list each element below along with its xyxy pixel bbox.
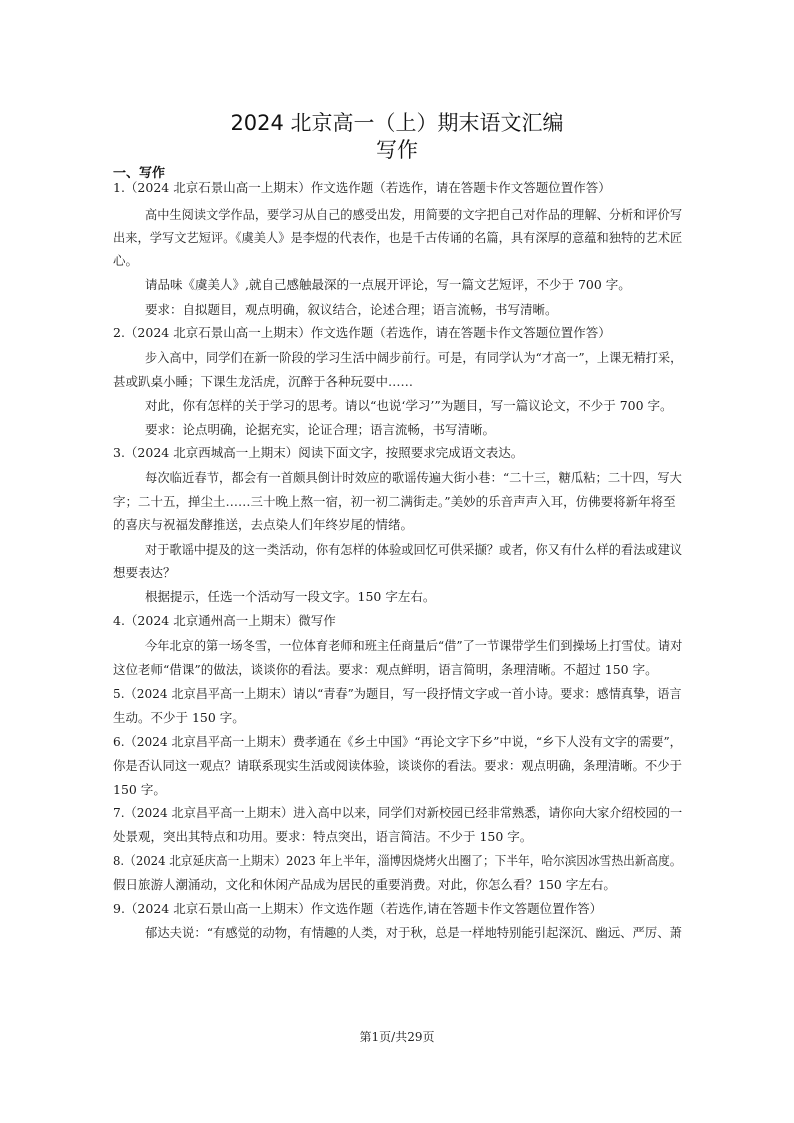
page-subtitle: 写作 [376, 138, 418, 162]
question-3-prompt-line-1: 对于歌谣中提及的这一类活动，你有怎样的体验或回忆可供采撷？或者，你又有什么样的看法或建议 [145, 542, 683, 557]
question-4-heading: 4.（2024 北京通州高一上期末）微写作 [113, 613, 336, 628]
question-3-material-line-2: 字；二十五，掸尘土……三十晚上熬一宿，初一初二满街走。”美妙的乐音声声入耳，仿佛要将新年将至 [113, 494, 676, 509]
page-number: 第1页/共29页 [359, 1030, 435, 1044]
question-8-line-1: 8.（2024 北京延庆高一上期末）2023 年上半年，淄博因烧烤火出圈了；下半年，哈尔滨因冰雪热出新高度。 [113, 853, 682, 868]
question-3-instruction: 根据提示，任选一个活动写一段文字。150 字左右。 [145, 589, 436, 604]
question-1-requirements: 要求：自拟题目，观点明确，叙议结合，论述合理；语言流畅，书写清晰。 [145, 302, 558, 317]
question-1-prompt: 请品味《虞美人》,就自己感触最深的一点展开评论，写一篇文艺短评，不少于 700 字。 [145, 277, 631, 292]
question-3-heading: 3.（2024 北京西城高一上期末）阅读下面文字，按照要求完成语文表达。 [113, 445, 524, 460]
question-7-line-1: 7.（2024 北京昌平高一上期末）进入高中以来，同学们对新校园已经非常熟悉，请你向大家介绍校园的一 [113, 805, 683, 820]
section-heading: 一、写作 [113, 166, 166, 181]
question-6-line-2: 你是否认同这一观点？请联系现实生活或阅读体验，谈谈你的看法。要求：观点明确，条理清晰。不少于 [113, 758, 683, 773]
question-9-heading: 9.（2024 北京石景山高一上期末）作文选作题（若选作,请在答题卡作文答题位置作答） [113, 901, 603, 916]
question-2-requirements: 要求：论点明确，论据充实，论证合理；语言流畅，书写清晰。 [145, 422, 496, 437]
question-4-line-2: 这位老师“借课”的做法，谈谈你的看法。要求：观点鲜明，语言简明，条理清晰。不超过 150 字。 [113, 662, 658, 677]
question-3-material-line-1: 每次临近春节，都会有一首颇具倒计时效应的歌谣传遍大街小巷：“二十三，糖瓜粘；二十四，写大 [145, 470, 682, 485]
question-1-material-line-3: 心。 [113, 253, 139, 268]
question-5-line-1: 5.（2024 北京昌平高一上期末）请以“青春”为题目，写一段抒情文字或一首小诗。要求：感情真挚，语言 [113, 686, 682, 701]
question-4-line-1: 今年北京的第一场冬雪，一位体育老师和班主任商量后“借”了一节课带学生们到操场上打雪仗。请对 [145, 638, 683, 653]
question-1-material-line-1: 高中生阅读文学作品，要学习从自己的感受出发，用简要的文字把自己对作品的理解、分析和评价写 [145, 207, 683, 222]
page-title: 2024 北京高一（上）期末语文汇编 [230, 111, 564, 135]
question-2-material-line-2: 甚或趴桌小睡；下课生龙活虎，沉醉于各种玩耍中…… [113, 374, 414, 389]
question-5-line-2: 生动。不少于 150 字。 [113, 710, 245, 725]
question-6-line-3: 150 字。 [113, 782, 166, 797]
question-2-heading: 2.（2024 北京石景山高一上期末）作文选作题（若选作，请在答题卡作文答题位置作答） [113, 325, 611, 340]
question-2-prompt: 对此，你有怎样的关于学习的思考。请以“也说‘学习’”为题目，写一篇议论文，不少于 700 字。 [145, 398, 673, 413]
question-1-heading: 1.（2024 北京石景山高一上期末）作文选作题（若选作，请在答题卡作文答题位置作答） [113, 180, 611, 195]
question-7-line-2: 处景观，突出其特点和功用。要求：特点突出，语言简洁。不少于 150 字。 [113, 829, 533, 844]
question-3-prompt-line-2: 想要表达？ [113, 565, 176, 580]
question-2-material-line-1: 步入高中，同学们在新一阶段的学习生活中阔步前行。可是，有同学认为“才高一”，上课无精打采， [145, 350, 683, 365]
question-3-material-line-3: 的喜庆与祝福发酵推送，去点染人们年终岁尾的情绪。 [113, 517, 414, 532]
question-1-material-line-2: 出来，学写文艺短评。《虞美人》是李煜的代表作，也是千古传诵的名篇，具有深厚的意蕴和独特的艺术匠 [113, 230, 683, 245]
question-6-line-1: 6.（2024 北京昌平高一上期末）费孝通在《乡土中国》“再论文字下乡”中说，“乡下人没有文字的需要”， [113, 734, 682, 749]
question-9-material-line-1: 郁达夫说：“有感觉的动物，有情趣的人类，对于秋，总是一样地特别能引起深沉、幽远、严厉、萧 [145, 925, 682, 940]
question-8-line-2: 假日旅游人潮涌动，文化和休闲产品成为居民的重要消费。对此，你怎么看？150 字左右。 [113, 877, 616, 892]
